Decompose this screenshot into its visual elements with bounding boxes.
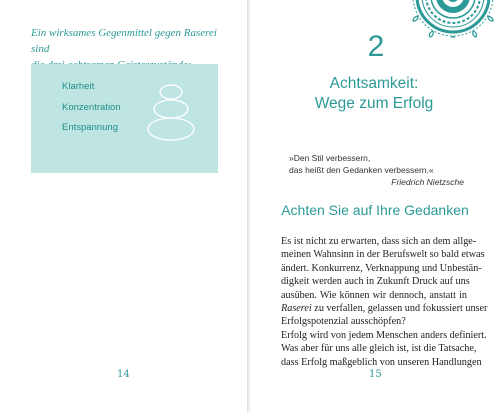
mandala-ornament (406, 0, 500, 38)
box-item-relaxation: Entspannung (62, 122, 118, 133)
body-line: digkeit werden auch in Zukunft Druck auf uns (281, 276, 470, 288)
epigraph-quote (289, 152, 464, 176)
page-number-right: 15 (369, 369, 382, 380)
box-item-concentration: Konzentration (62, 102, 121, 113)
body-line: Es ist nicht zu erwarten, dass sich an dem allge- (281, 236, 477, 247)
quote-line-1: »Den Stil verbessern, (289, 153, 371, 163)
body-line-6 (281, 302, 488, 315)
page-number-left: 14 (117, 369, 130, 380)
body-line: dass Erfolg maßgeblich von unseren Handlungen (281, 356, 482, 368)
body-line: meinen Wahnsinn in der Berufswelt so bald etwas (281, 249, 485, 261)
body-line-6-rest: zu verfallen, gelassen und fokussiert unser (311, 303, 488, 315)
chapter-number: 2 (367, 30, 385, 63)
body-line: Erfolg wird von jedem Menschen anders definiert. (281, 329, 487, 341)
body-line: ausüben. Wie können wir dennoch, anstatt in (281, 289, 467, 301)
intro-line-1: Ein wirksames Gegenmittel gegen Raserei sind (31, 27, 217, 55)
stacked-stones-icon (147, 82, 195, 142)
section-title: Achten Sie auf Ihre Gedanken (281, 202, 469, 218)
body-line: ändert. Konkurrenz, Verknappung und Unbestän- (281, 262, 482, 274)
chapter-title (274, 74, 474, 114)
box-item-clarity: Klarheit (62, 81, 95, 92)
quote-author: Friedrich Nietzsche (391, 177, 464, 187)
chapter-title-line-2: Wege zum Erfolg (314, 95, 434, 112)
quote-line-2: das heißt den Gedanken verbessern.« (289, 165, 434, 175)
chapter-title-line-1: Achtsamkeit: (329, 75, 419, 92)
body-text (281, 235, 488, 369)
body-line: Was aber für uns alle gleich ist, ist die Tatsache, (281, 343, 477, 355)
emphasis-raserei: Raserei (281, 303, 312, 315)
body-line: Erfolgspotenzial ausschöpfen? (281, 316, 406, 328)
book-gutter (247, 0, 250, 412)
